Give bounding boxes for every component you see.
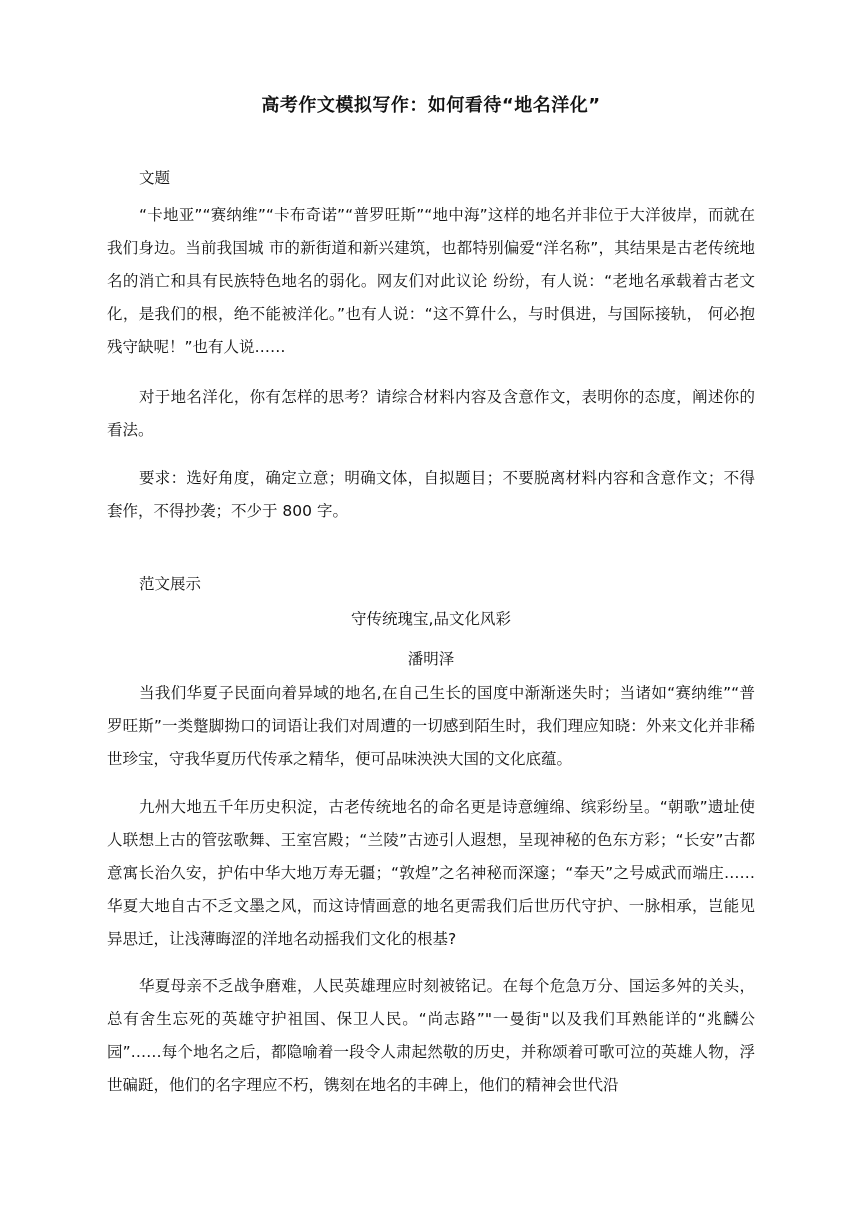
- prompt-paragraph-1: “卡地亚”“赛纳维”“卡布奇诺”“普罗旺斯”“地中海”这样的地名并非位于大洋彼岸，而就在我们身边。当前我国城 市的新街道和新兴建筑，也都特别偏爱“洋名称”，其结果是古老传统地名的消亡和具有民族特色地名的弱化。网友们对此议论 纷纷，有人说：“老地名承载着古老文化，是我们的根，绝不能被洋化。”也有人说：“这不算什么，与时俱进，与国际接轨， 何必抱残守缺呢！”也有人说……: [107, 206, 755, 356]
- essay-title: 守传统瑰宝,品文化风彩: [351, 610, 511, 628]
- essay-paragraph-3: 华夏母亲不乏战争磨难，人民英雄理应时刻被铭记。在每个危急万分、国运多舛的关头，总有舍生忘死的英雄守护祖国、保卫人民。“尚志路”"一曼街"以及我们耳熟能详的“兆麟公园”……每个地名之后，都隐喻着一段令人肃起然敬的历史，并称颂着可歌可泣的英雄人物，浮世碥跹，他们的名字理应不朽，镌刻在地名的丰碑上，他们的精神会世代沿: [107, 977, 755, 1094]
- essay-paragraph-2: 九州大地五千年历史积淀，古老传统地名的命名更是诗意缠绵、缤彩纷呈。“朝歌”遗址使人联想上古的管弦歌舞、王室宫殿；“兰陵”古迹引人遐想，呈现神秘的色东方彩；“长安”古都意寓长治久安，护佑中华大地万寿无疆；“敦煌”之名神秘而深邃；“奉天”之号威武而端庄……华夏大地自古不乏文墨之风，而这诗情画意的地名更需我们后世历代守护、一脉相承，岂能见异思迁，让浅薄晦涩的洋地名动摇我们文化的根基?: [107, 798, 755, 948]
- prompt-paragraph-3: 要求：选好角度，确定立意；明确文体，自拟题目；不要脱离材料内容和含意作文；不得套作，不得抄袭；不少于 800 字。: [107, 469, 755, 520]
- document-title: 高考作文模拟写作：如何看待“地名洋化”: [261, 95, 601, 116]
- prompt-paragraph-2: 对于地名洋化，你有怎样的思考？请综合材料内容及含意作文，表明你的态度，阐述你的看法。: [107, 388, 755, 439]
- prompt-label: 文题: [139, 169, 171, 187]
- sample-label: 范文展示: [139, 575, 202, 593]
- essay-author: 潘明泽: [407, 650, 455, 668]
- essay-paragraph-1: 当我们华夏子民面向着异域的地名,在自己生长的国度中渐渐迷失时；当诸如“赛纳维”“普罗旺斯”一类蹩脚拗口的词语让我们对周遭的一切感到陌生时，我们理应知晓：外来文化并非稀世珍宝，守我华夏历代传承之精华，便可品味泱泱大国的文化底蕴。: [107, 684, 755, 768]
